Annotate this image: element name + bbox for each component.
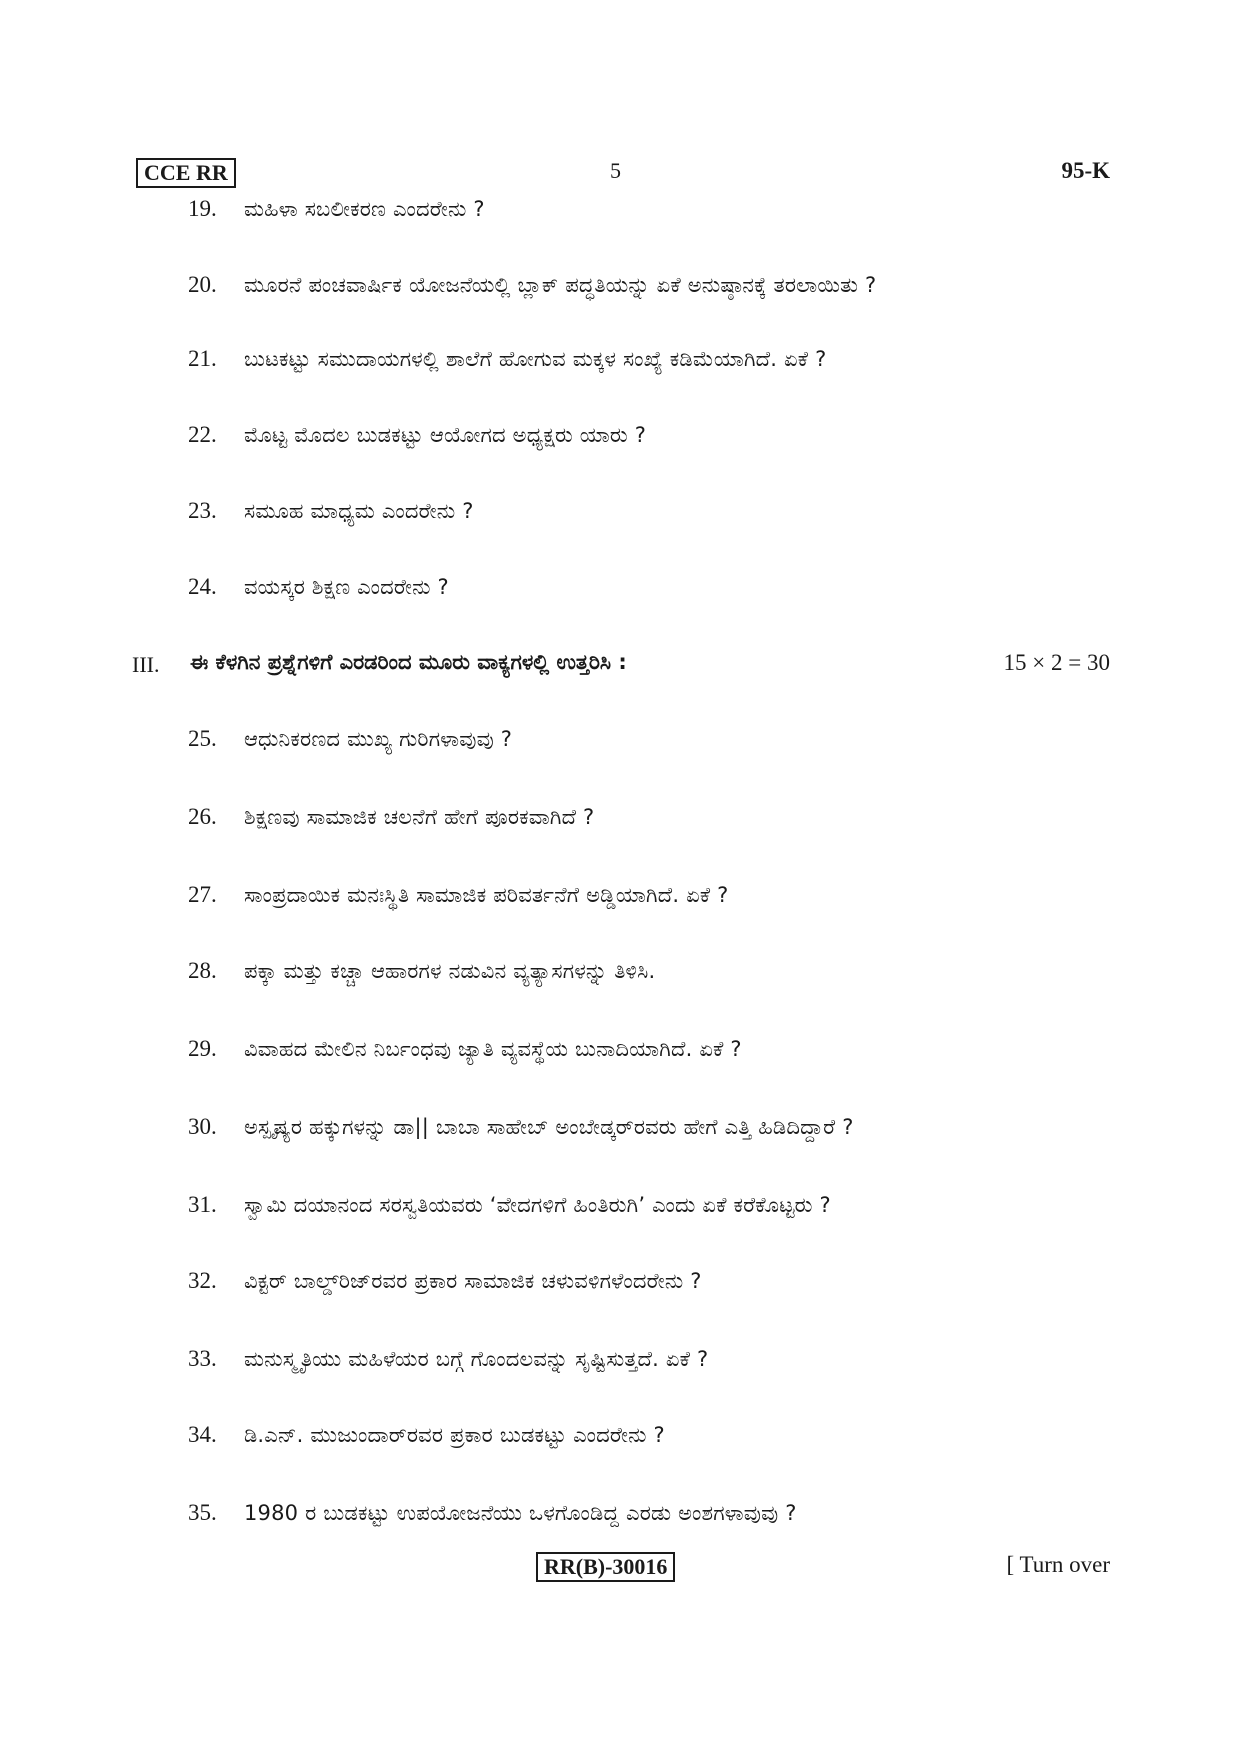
- question-item: [188, 1268, 702, 1294]
- question-number: 24.: [188, 574, 217, 599]
- section-instruction: ಈ ಕೆಳಗಿನ ಪ್ರಶ್ನೆಗಳಿಗೆ ಎರಡರಿಂದ ಮೂರು ವಾಕ್ಯಗಳಲ್ಲಿ ಉತ್ತರಿಸಿ :: [190, 650, 627, 674]
- question-number: 27.: [188, 882, 217, 907]
- question-number: 30.: [188, 1114, 217, 1139]
- question-item: [188, 1114, 854, 1140]
- question-number: 33.: [188, 1346, 217, 1371]
- question-item: [188, 1500, 797, 1526]
- question-number: 34.: [188, 1422, 217, 1447]
- question-text: ಸಮೂಹ ಮಾಧ್ಯಮ ಎಂದರೇನು ?: [244, 499, 474, 523]
- question-item: [188, 196, 485, 222]
- question-text: ವಿವಾಹದ ಮೇಲಿನ ನಿರ್ಬಂಧವು ಜ್ಯಾತಿ ವ್ಯವಸ್ಥೆಯ ಬುನಾದಿಯಾಗಿದೆ. ಏಕೆ ?: [244, 1037, 742, 1061]
- turn-over-note: [ Turn over: [1006, 1552, 1110, 1577]
- question-item: [188, 882, 729, 908]
- question-number: 25.: [188, 726, 217, 751]
- question-number: 21.: [188, 346, 217, 371]
- question-text: ಶಿಕ್ಷಣವು ಸಾಮಾಜಿಕ ಚಲನೆಗೆ ಹೇಗೆ ಪೂರಕವಾಗಿದೆ ?: [244, 805, 595, 829]
- question-number: 31.: [188, 1192, 217, 1217]
- question-item: [188, 498, 474, 524]
- question-item: [188, 958, 655, 984]
- question-item: [188, 1036, 742, 1062]
- question-text: ಸಾಂಪ್ರದಾಯಿಕ ಮನಃಸ್ಥಿತಿ ಸಾಮಾಜಿಕ ಪರಿವರ್ತನೆಗೆ ಅಡ್ಡಿಯಾಗಿದೆ. ಏಕೆ ?: [244, 883, 729, 907]
- question-number: 29.: [188, 1036, 217, 1061]
- question-item: [188, 1346, 708, 1372]
- page-number: 5: [610, 158, 621, 183]
- question-text: ಮಹಿಳಾ ಸಬಲೀಕರಣ ಎಂದರೇನು ?: [244, 197, 485, 221]
- exam-code-box: CCE RR: [136, 158, 236, 188]
- question-number: 19.: [188, 196, 217, 221]
- question-text: ಮೊಟ್ಟ ಮೊದಲ ಬುಡಕಟ್ಟು ಆಯೋಗದ ಅಧ್ಯಕ್ಷರು ಯಾರು ?: [244, 423, 647, 447]
- question-text: ಬುಟಕಟ್ಟು ಸಮುದಾಯಗಳಲ್ಲಿ ಶಾಲೆಗೆ ಹೋಗುವ ಮಕ್ಕಳ ಸಂಖ್ಯೆ ಕಡಿಮೆಯಾಗಿದೆ. ಏಕೆ ?: [244, 347, 827, 371]
- question-number: 22.: [188, 422, 217, 447]
- question-item: [188, 272, 876, 298]
- question-number: 23.: [188, 498, 217, 523]
- question-text: ಅಸ್ಪೃಷ್ಯರ ಹಕ್ಕುಗಳನ್ನು ಡಾ|| ಬಾಬಾ ಸಾಹೇಬ್ ಅಂಬೇಡ್ಕರ್‌ರವರು ಹೇಗೆ ಎತ್ತಿ ಹಿಡಿದಿದ್ದಾರೆ ?: [244, 1115, 854, 1139]
- section-number: III.: [132, 652, 160, 677]
- question-number: 20.: [188, 272, 217, 297]
- question-text: ಮನುಸ್ಮೃತಿಯು ಮಹಿಳೆಯರ ಬಗ್ಗೆ ಗೊಂದಲವನ್ನು ಸೃಷ್ಟಿಸುತ್ತದೆ. ಏಕೆ ?: [244, 1347, 709, 1371]
- question-number: 35.: [188, 1500, 217, 1525]
- question-text: ಸ್ವಾಮಿ ದಯಾನಂದ ಸರಸ್ವತಿಯವರು ‘ವೇದಗಳಿಗೆ ಹಿಂತಿರುಗಿ’ ಎಂದು ಏಕೆ ಕರೆಕೊಟ್ಟರು ?: [244, 1193, 831, 1217]
- question-text: ವಿಕ್ಟರ್ ಬಾಲ್ಡ್‌ರಿಜ್‌ರವರ ಪ್ರಕಾರ ಸಾಮಾಜಿಕ ಚಳುವಳಿಗಳೆಂದರೇನು ?: [244, 1269, 702, 1293]
- paper-code: 95-K: [1061, 158, 1110, 183]
- question-text: ಆಧುನಿಕರಣದ ಮುಖ್ಯ ಗುರಿಗಳಾವುವು ?: [244, 727, 513, 751]
- question-item: [188, 1192, 831, 1218]
- question-item: [188, 1422, 665, 1448]
- question-item: [188, 804, 594, 830]
- question-text: ಮೂರನೆ ಪಂಚವಾರ್ಷಿಕ ಯೋಜನೆಯಲ್ಲಿ ಬ್ಲಾಕ್ ಪದ್ಧತಿಯನ್ನು ಏಕೆ ಅನುಷ್ಠಾನಕ್ಕೆ ತರಲಾಯಿತು ?: [244, 273, 877, 297]
- question-number: 28.: [188, 958, 217, 983]
- question-item: [188, 726, 512, 752]
- question-text: ಪಕ್ಕಾ ಮತ್ತು ಕಚ್ಚಾ ಆಹಾರಗಳ ನಡುವಿನ ವ್ಯತ್ಯಾಸಗಳನ್ನು ತಿಳಿಸಿ.: [244, 959, 656, 983]
- booklet-code-box: RR(B)-30016: [536, 1552, 675, 1582]
- question-text: ವಯಸ್ಕರ ಶಿಕ್ಷಣ ಎಂದರೇನು ?: [244, 575, 449, 599]
- question-text: 1980 ರ ಬುಡಕಟ್ಟು ಉಪಯೋಜನೆಯು ಒಳಗೊಂಡಿದ್ದ ಎರಡು ಅಂಶಗಳಾವುವು ?: [244, 1501, 797, 1525]
- question-number: 26.: [188, 804, 217, 829]
- question-number: 32.: [188, 1268, 217, 1293]
- question-item: [188, 346, 826, 372]
- question-item: [188, 574, 449, 600]
- section-marks: 15 × 2 = 30: [1003, 650, 1110, 675]
- question-item: [188, 422, 646, 448]
- question-text: ಡಿ.ಎನ್. ಮುಜುಂದಾರ್‌ರವರ ಪ್ರಕಾರ ಬುಡಕಟ್ಟು ಎಂದರೇನು ?: [244, 1423, 665, 1447]
